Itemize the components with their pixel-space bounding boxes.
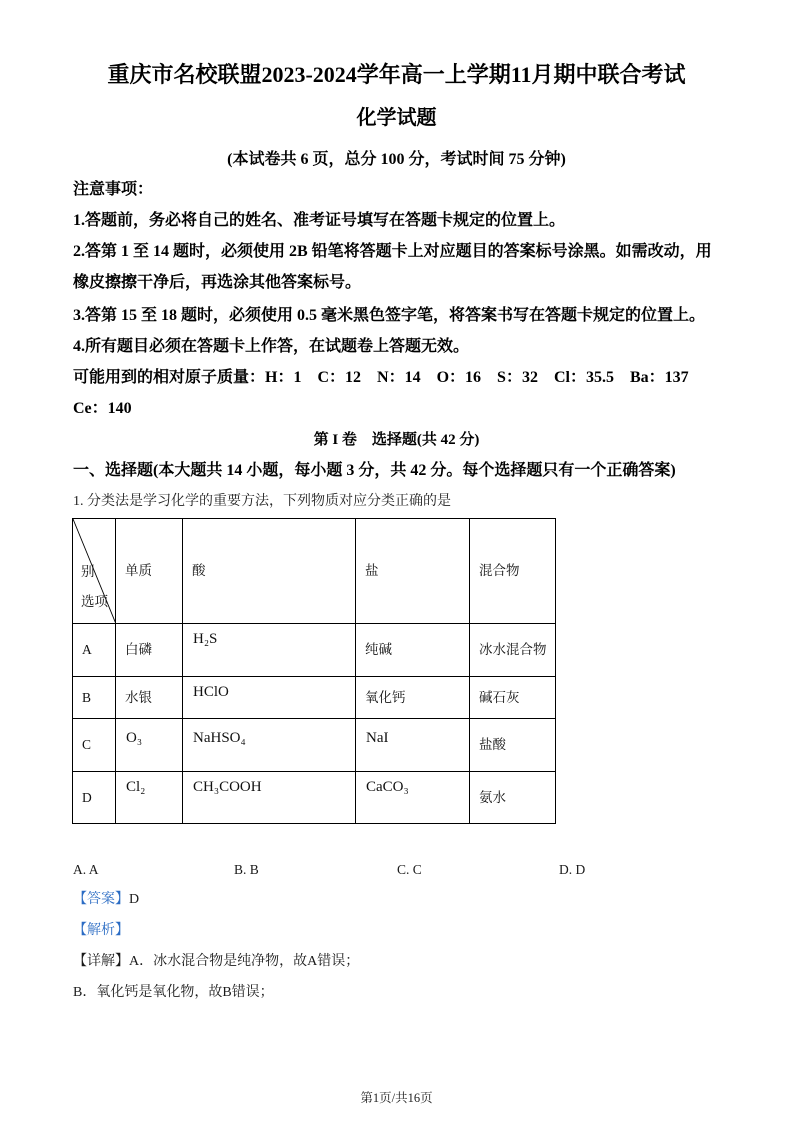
cell-acid: HClO <box>183 677 356 719</box>
row-option-label: D <box>73 772 116 824</box>
page-number: 第1页/共16页 <box>360 1091 433 1105</box>
cell-salt: 氧化钙 <box>356 677 470 719</box>
corner-header-content <box>73 519 115 623</box>
notes-line-2-continued: 橡皮擦擦干净后，再选涂其他答案标号。 <box>73 274 362 291</box>
table-row <box>73 772 556 824</box>
atomic-mass-n: N：14 <box>377 369 421 386</box>
explanation-line-2: B．氧化钙是氧化物，故B错误； <box>73 985 274 1000</box>
atomic-mass-line-1 <box>73 366 689 390</box>
notes-line-4: 4.所有题目必须在答题卡上作答，在试题卷上答题无效。 <box>73 338 470 355</box>
row-option-label: B <box>73 677 116 719</box>
notes-line-1: 1.答题前，务必将自己的姓名、准考证号填写在答题卡规定的位置上。 <box>73 212 566 229</box>
row-option-label: A <box>73 624 116 677</box>
cell-elemental: 白磷 <box>116 624 183 677</box>
cell-acid: CH₃COOH <box>183 772 356 824</box>
table-header-row <box>73 519 556 624</box>
corner-label-option: 选项 <box>81 594 108 609</box>
table-row <box>73 677 556 719</box>
cell-acid: NaHSO₄ <box>183 719 356 772</box>
choice-d: D. D <box>559 862 586 877</box>
section-title: 第 I 卷 选择题(共 42 分) <box>313 432 480 448</box>
corner-label-category: 别 <box>81 564 95 579</box>
header-salt: 盐 <box>356 519 470 624</box>
row-option-label: C <box>73 719 116 772</box>
explanation-line-1: 【详解】A．冰水混合物是纯净物，故A错误； <box>73 954 360 969</box>
cell-elemental: O₃ <box>116 719 183 772</box>
choice-c: C. C <box>397 862 422 877</box>
atomic-mass-h: H：1 <box>265 369 302 386</box>
cell-mixture: 冰水混合物 <box>470 624 556 677</box>
cell-salt: CaCO₃ <box>356 772 470 824</box>
exam-title: 重庆市名校联盟2023-2024学年高一上学期11月期中联合考试 <box>107 62 686 87</box>
analysis-line <box>73 920 129 942</box>
cell-elemental: 水银 <box>116 677 183 719</box>
cell-salt: NaI <box>356 719 470 772</box>
header-mixture: 混合物 <box>470 519 556 624</box>
notes-line-3: 3.答第 15 至 18 题时，必须使用 0.5 毫米黑色签字笔，将答案书写在答题卡规定的位置上。 <box>73 307 706 324</box>
atomic-mass-ba: Ba：137 <box>629 369 689 386</box>
atomic-mass-s: S：32 <box>497 369 538 386</box>
notes-line-2: 2.答第 1 至 14 题时，必须使用 2B 铅笔将答题卡上对应题目的答案标号涂黑。如需改动，用 <box>73 243 712 260</box>
choice-a: A. A <box>73 862 99 877</box>
header-elemental: 单质 <box>116 519 183 624</box>
atomic-mass-ce: Ce：140 <box>73 400 132 417</box>
cell-salt: 纯碱 <box>356 624 470 677</box>
cell-acid: H₂S <box>183 624 356 677</box>
atomic-mass-cl: Cl：35.5 <box>553 369 614 386</box>
corner-header-cell <box>73 519 116 624</box>
answer-label: 【答案】 <box>73 892 129 907</box>
question-stem: 1. 分类法是学习化学的重要方法，下列物质对应分类正确的是 <box>73 494 451 509</box>
exam-info: (本试卷共 6 页，总分 100 分，考试时间 75 分钟) <box>227 151 566 168</box>
part-title: 一、选择题(本大题共 14 小题，每小题 3 分，共 42 分。每个选择题只有一个正确答案) <box>73 462 676 479</box>
answer-line <box>73 889 139 911</box>
table-row <box>73 719 556 772</box>
header-acid: 酸 <box>183 519 356 624</box>
atomic-mass-label: 可能用到的相对原子质量： <box>73 369 266 386</box>
answer-value: D <box>129 892 140 907</box>
choice-b: B. B <box>234 862 259 877</box>
cell-elemental: Cl₂ <box>116 772 183 824</box>
analysis-label: 【解析】 <box>73 923 129 938</box>
notes-heading: 注意事项： <box>73 181 154 198</box>
cell-mixture: 碱石灰 <box>470 677 556 719</box>
table-row <box>73 624 556 677</box>
cell-mixture: 盐酸 <box>470 719 556 772</box>
atomic-mass-o: O：16 <box>436 369 482 386</box>
cell-mixture: 氨水 <box>470 772 556 824</box>
atomic-mass-c: C：12 <box>317 369 362 386</box>
subject-title: 化学试题 <box>356 107 437 129</box>
classification-table <box>72 518 556 824</box>
